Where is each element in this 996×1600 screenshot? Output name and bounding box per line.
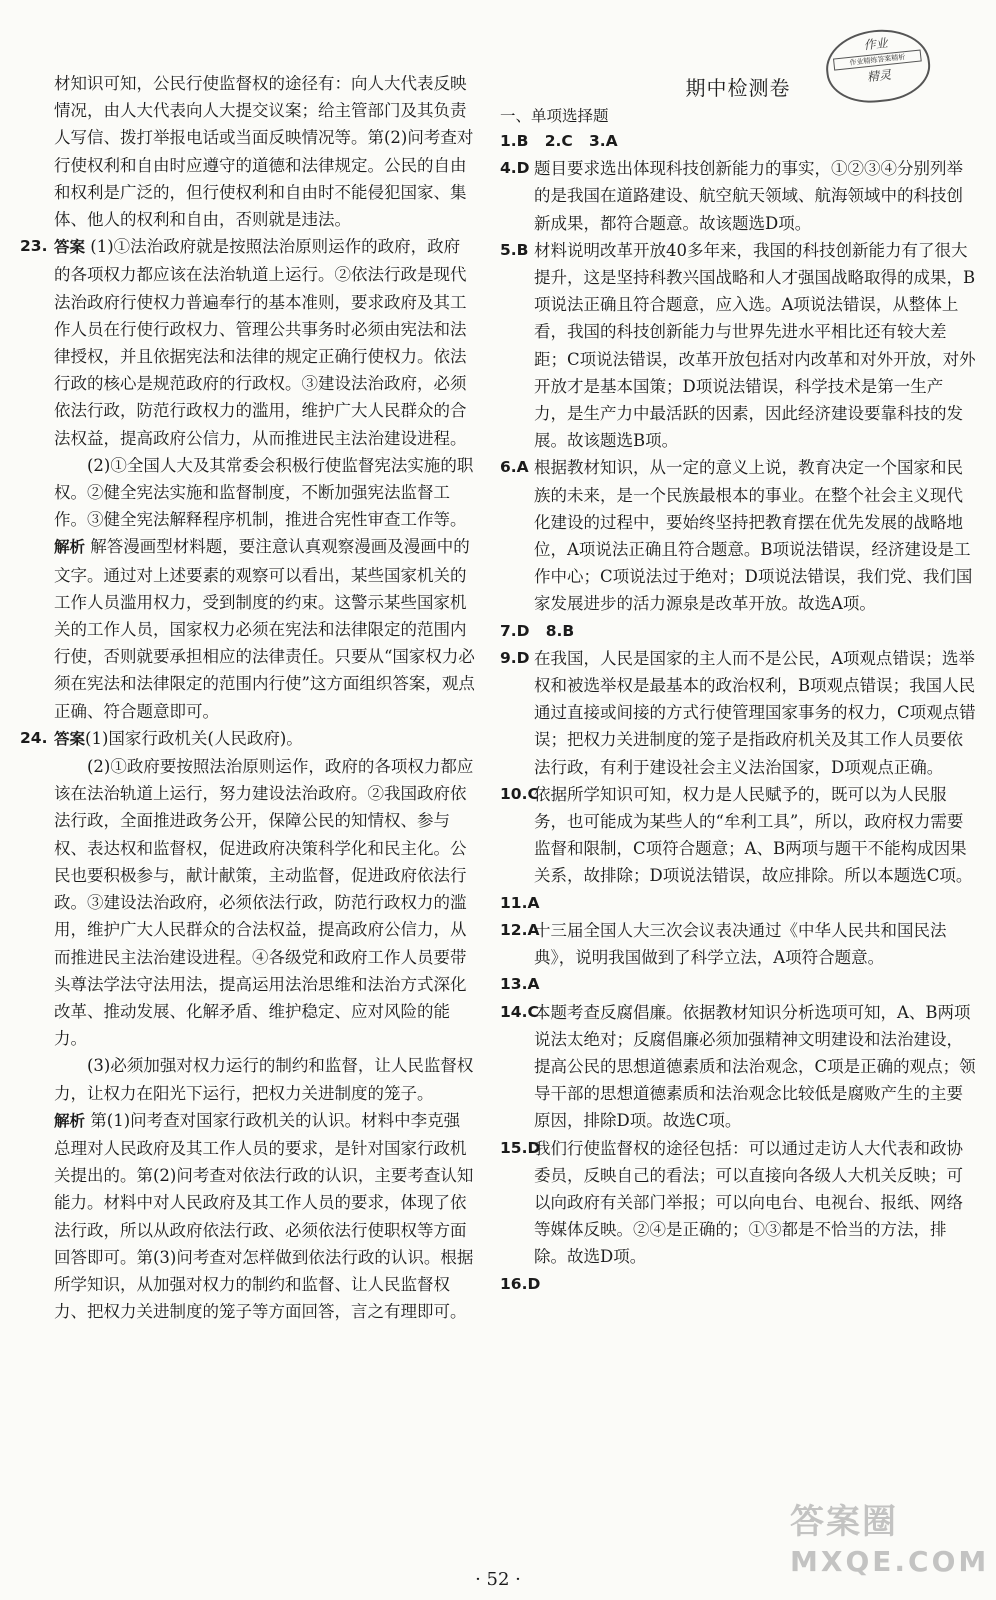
question-24 [20,725,475,1325]
q24-answer-label: 答案 [54,729,86,748]
answer-7: 7.D [500,621,530,640]
answer-4-num: 4.D [500,159,530,178]
right-column [500,70,976,1298]
answer-4 [500,155,976,237]
answer-1: 1.B [500,132,529,150]
q24-answer-2 [20,753,475,1052]
q23-analysis-text: 解答漫画型材料题，要注意认真观察漫画及漫画中的文字。通过对上述要素的观察可以看出，某些国家机关的工作人员滥用权力，受到制度的约束。这警示某些国家机关的工作人员，国家权力必须在宪法和法律限定的范围内行使，否则就要承担相应的法律责任。只要从“国家权力必须在宪法和法律限定的范围内行使”这方面组织答案，观点正确、符合题意即可。 [54,537,475,721]
answer-12-num: 12.A [500,920,540,939]
answer-10-text: 依据所学知识可知，权力是人民赋予的，既可以为人民服务，也可能成为某些人的“牟利工具”，所以，政府权力需要监督和限制，C项符合题意；A、B两项与题干不能构成因果关系，故排除；D项说法错误，故应排除。所以本题选C项。 [534,784,973,886]
answer-6 [500,454,976,617]
answer-8: 8.B [545,621,575,640]
answer-13 [500,971,976,998]
question-23 [20,233,475,725]
q24-analysis-label: 解析 [54,1111,86,1130]
q23-number: 23. [20,237,48,256]
page-number: · 52 · [475,1569,521,1590]
answer-5-text: 材料说明改革开放40多年来，我国的科技创新能力有了很大提升，这是坚持科教兴国战略和人才强国战略取得的成果，B项说法正确且符合题意，应入选。A项说法错误，从整体上看，我国的科技创新能力与世界先进水平相比还有较大差距；C项说法错误，改革开放包括对内改革和对外开放，对外开放才是基本国策；D项说法错误，科学技术是第一生产力，是生产力中最活跃的因素，因此经济建设要靠科技的发展。故该题选B项。 [534,240,976,451]
answer-10-num: 10.C [500,784,539,803]
answer-16-num: 16.D [500,1274,541,1293]
q24-answer-3-text: (3)必须加强对权力运行的制约和监督，让人民监督权力，让权力在阳光下运行，把权力关进制度的笼子。 [54,1056,474,1103]
answer-4-text: 题目要求选出体现科技创新能力的事实，①②③④分别列举的是我国在道路建设、航空航天领域、航海领域中的科技创新成果，都符合题意。故该题选D项。 [534,159,963,233]
q23-answer-label: 答案 [54,238,86,257]
q24-answer-3 [20,1052,475,1106]
q23-analysis-label: 解析 [54,538,86,557]
answer-14 [500,999,976,1135]
answer-9-num: 9.D [500,648,530,667]
answer-12 [500,917,976,971]
answer-row-1-3 [500,128,976,155]
q22-text: 材知识可知，公民行使监督权的途径有：向人大代表反映情况，由人大代表向人大提交议案；给主管部门及其负责人写信、拨打举报电话或当面反映情况等。第(2)问考查对行使权利和自由时应遵守的道德和法律规定。公民的自由和权利是广泛的，但行使权利和自由时不能侵犯国家、集体、他人的权利和自由，否则就是违法。 [54,74,474,230]
watermark-line-1: 答案圈 [790,1502,898,1542]
answer-6-num: 6.A [500,458,529,477]
answer-16 [500,1271,976,1298]
q23-analysis [20,533,475,724]
answer-13-num: 13.A [500,975,540,994]
section-subtitle: 一、单项选择题 [500,107,609,125]
stamp-line-2: 作业精练答案精析 [833,49,922,70]
answer-5 [500,237,976,455]
q23-answer-1 [20,233,475,452]
answer-5-num: 5.B [500,240,529,259]
answer-14-num: 14.C [500,1002,539,1021]
q22-continuation [20,70,475,233]
q24-analysis-text: 第(1)问考查对国家行政机关的认识。材料中李克强总理对人民政府及其工作人员的要求，是针对国家行政机关提出的。第(2)问考查对依法行政的认识，主要考查认知能力。材料中对人民政府及其工作人员的要求，体现了依法行政，所以从政府依法行政、必须依法行使职权等方面回答即可。第(3)问考查对怎样做到依法行政的认识。根据所学知识，从加强对权力的制约和监督、让人民监督权力、把权力关进制度的笼子等方面回答，言之有理即可。 [54,1110,474,1322]
left-column [20,70,475,1325]
answer-15-text: 我们行使监督权的途径包括：可以通过走访人大代表和政协委员，反映自己的看法；可以直接向各级人大机关反映；可以向政府有关部门举报；可以向电台、电视台、报纸、网络等媒体反映。②④是正确的；①③都是不恰当的方法，排除。故选D项。 [534,1138,963,1267]
answer-3: 3.A [588,132,618,150]
answer-6-text: 根据教材知识，从一定的意义上说，教育决定一个国家和民族的未来，是一个民族最根本的事业。在整个社会主义现代化建设的过程中，要始终坚持把教育摆在优先发展的战略地位，A项说法正确且符合题意。B项说法错误，经济建设是工作中心；C项说法过于绝对；D项说法错误，我们党、我们国家发展进步的活力源泉是改革开放。故选A项。 [534,458,973,614]
answer-15-num: 15.D [500,1138,541,1157]
answer-15 [500,1135,976,1271]
answer-14-text: 本题考查反腐倡廉。依据教材知识分析选项可知，A、B两项说法太绝对；反腐倡廉必须加强精神文明建设和法治建设，提高公民的思想道德素质和法治观念，C项是正确的观点；领导干部的思想道德素质和法治观念比较低是腐败产生的主要原因，排除D项。故选C项。 [534,1002,976,1131]
q23-answer-2 [20,452,475,534]
q24-analysis [20,1107,475,1326]
q24-answer-2-text: (2)①政府要按照法治原则运作，政府的各项权力都应该在法治轨道上运行，努力建设法治政府。②我国政府依法行政，全面推进政务公开，保障公民的知情权、参与权、表达权和监督权，促进政府决策科学化和民主化。公民也要积极参与，献计献策，主动监督，促进政府依法行政。③建设法治政府，必须依法行政，防范行政权力的滥用，维护广大人民群众的合法权益，提高政府公信力，从而推进民主法治建设进程。④各级党和政府工作人员要带头尊法学法守法用法，提高运用法治思维和法治方式深化改革、推动发展、化解矛盾、维护稳定、应对风险的能力。 [54,757,474,1049]
section-title: 期中检测卷 [685,76,791,100]
answer-11 [500,890,976,917]
answer-9-text: 在我国，人民是国家的主人而不是公民，A项观点错误；选举权和被选举权是最基本的政治权利，B项观点错误；我国人民通过直接或间接的方式行使管理国家事务的权力，C项观点错误；把权力关进制度的笼子是指政府机关及其工作人员要依法行政，有利于建设社会主义法治国家，D项观点正确。 [534,648,976,777]
q24-answer-1-text: (1)国家行政机关(人民政府)。 [85,728,303,748]
stamp-line-1: 作业 [863,35,889,53]
q23-answer-2-text: (2)①全国人大及其常委会积极行使监督宪法实施的职权。②健全宪法实施和监督制度，不断加强宪法监督工作。③健全宪法解释程序机制，推进合宪性审查工作等。 [54,455,474,530]
q24-number: 24. [20,728,48,747]
answer-row-7-8 [500,618,976,645]
answer-2: 2.C [544,132,573,150]
q24-answer-1 [20,725,475,753]
answer-9 [500,645,976,781]
stamp-line-3: 精灵 [866,67,892,85]
answer-10 [500,781,976,890]
answer-11-num: 11.A [500,893,540,912]
watermark-line-2: MXQE.COM [790,1545,990,1578]
answer-12-text: 十三届全国人大三次会议表决通过《中华人民共和国民法典》，说明我国做到了科学立法，A项符合题意。 [534,920,947,968]
q23-answer-1-text: (1)①法治政府就是按照法治原则运作的政府，政府的各项权力都应该在法治轨道上运行。②依法行政是现代法治政府行使权力普遍奉行的基本准则，要求政府及其工作人员在行使行政权力、管理公共事务时必须由宪法和法律授权，并且依据宪法和法律的规定正确行使权力。依法行政的核心是规范政府的行政权。③建设法治政府，必须依法行政，防范行政权力的滥用，维护广大人民群众的合法权益，提高政府公信力，从而推进民主法治建设进程。 [54,237,467,448]
